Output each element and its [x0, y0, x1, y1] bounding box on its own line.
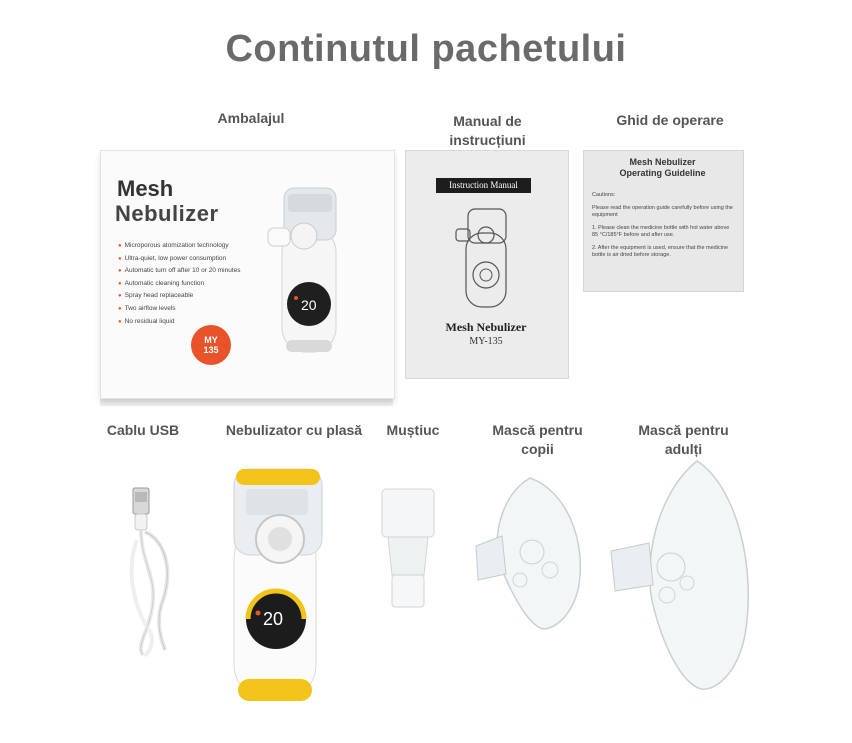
feature-item: ● Spray head replaceable [118, 290, 240, 303]
packaging-caption: Ambalajul [217, 110, 285, 126]
box-nebulizer-image [262, 180, 362, 360]
feature-item: ● Automatic turn off after 10 or 20 minutes [118, 265, 240, 278]
mouthpiece-caption: Muștiuc [386, 422, 440, 438]
manual-device-drawing [452, 205, 522, 310]
usb-caption: Cablu USB [106, 422, 180, 438]
feature-item: ● Ultra-quiet, low power consumption [118, 253, 240, 266]
box-screen-value: 20 [301, 297, 317, 313]
feature-item: ● Two airflow levels [118, 303, 240, 316]
model-badge: MY 135 [191, 325, 231, 365]
box-feature-list [118, 240, 240, 328]
child-mask-image [470, 470, 600, 635]
guide-body: Cautions: Please read the operation guide carefully before using the equipment 1. Please clean the medicine bottle with hot water above 85 °C/185°F before and after use. 2. After the equipment is used, ensure that the medicine bottle is air dried before storage. [592, 192, 733, 258]
mesh-nebulizer-image [222, 465, 332, 705]
adult-mask-caption: Mască pentru adulți [638, 422, 729, 457]
usb-cable-image [115, 480, 195, 660]
manual-model: MY-135 [469, 336, 503, 347]
page-title: Continutul pachetului [225, 28, 627, 70]
adult-mask-image [605, 455, 765, 695]
guide-caption: Ghid de operare [616, 112, 724, 128]
manual-header: Instruction Manual [436, 178, 531, 193]
box-brand-line2: Nebulizer [115, 201, 219, 226]
mouthpiece-image [378, 485, 438, 615]
feature-item: ● Automatic cleaning function [118, 278, 240, 291]
guide-title: Mesh Nebulizer Operating Guideline [619, 157, 706, 178]
feature-item: ● No residual liquid [118, 316, 240, 329]
manual-product-name: Mesh Nebulizer [445, 320, 527, 334]
child-mask-caption: Mască pentru copii [492, 422, 583, 457]
nebulizer-caption: Nebulizator cu plasă [225, 422, 363, 438]
manual-caption: Manual de instrucțiuni [449, 113, 526, 148]
nebulizer-screen-value: 20 [263, 609, 284, 629]
box-brand-line1: Mesh [117, 176, 174, 201]
feature-item: ● Microporous atomization technology [118, 240, 240, 253]
